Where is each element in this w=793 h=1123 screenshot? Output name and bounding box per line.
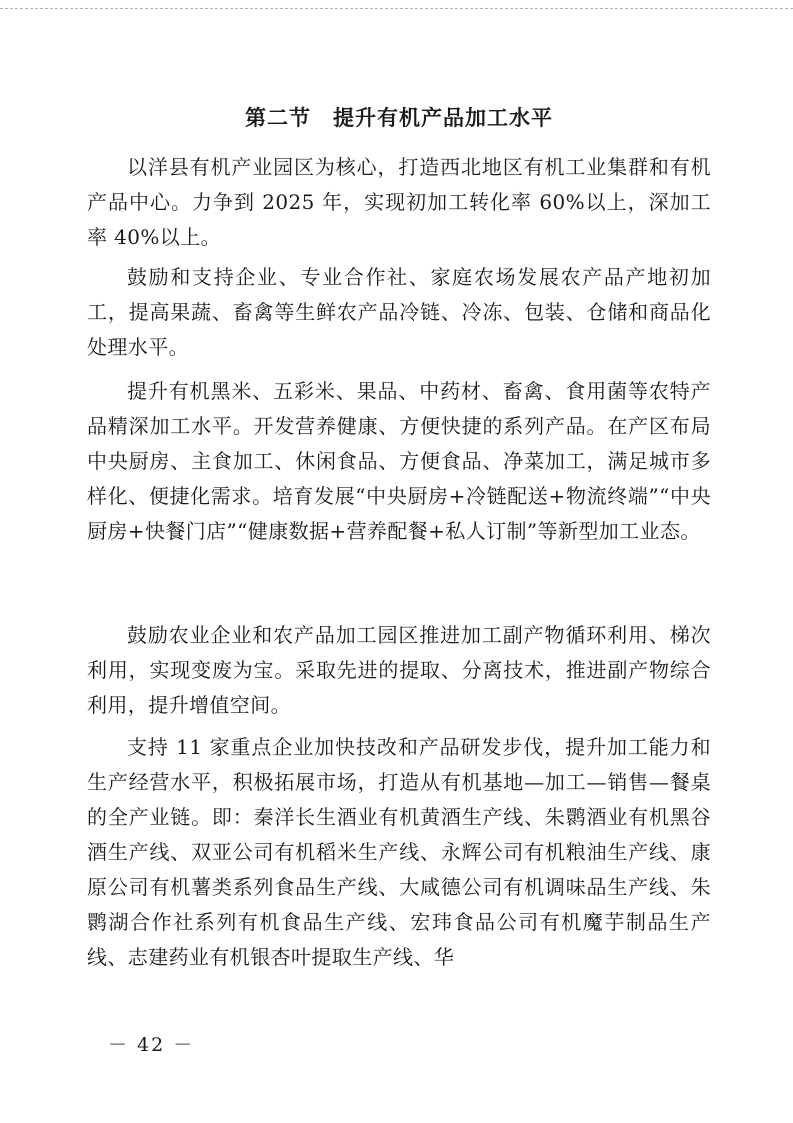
paragraph-deep-processing: 提升有机黑米、五彩米、果品、中药材、畜禽、食用菌等农特产品精深加工水平。开发营养健康、方便快捷的系列产品。在产区布局中央厨房、主食加工、休闲食品、方便食品、净菜加工，满足城市多样化、便捷化需求。培育发展“中央厨房+冷链配送+物流终端”“中央厨房+快餐门店”“健康数据+营养配餐+私人订制”等新型加工业态。	[87, 379, 711, 543]
paragraph-core-park: 以洋县有机产业园区为核心，打造西北地区有机工业集群和有机产品中心。力争到 2025 年，实现初加工转化率 60%以上，深加工率 40%以上。	[87, 155, 711, 249]
paragraph-initial-processing: 鼓励和支持企业、专业合作社、家庭农场发展农产品产地初加工，提高果蔬、畜禽等生鲜农产品冷链、冷冻、包装、仓储和商品化处理水平。	[87, 265, 711, 359]
section-title: 第二节 提升有机产品加工水平	[245, 105, 553, 130]
page-number: － 42 －	[108, 1034, 195, 1056]
paragraph-key-enterprises: 支持 11 家重点企业加快技改和产品研发步伐，提升加工能力和生产经营水平，积极拓展市场，打造从有机基地—加工—销售—餐桌的全产业链。即：秦洋长生酒业有机黄酒生产线、朱鹮酒业有机黑谷酒生产线、双亚公司有机稻米生产线、永辉公司有机粮油生产线、康原公司有机薯类系列食品生产线、大咸德公司有机调味品生产线、朱鹮湖合作社系列有机食品生产线、宏玮食品公司有机魔芋制品生产线、志建药业有机银杏叶提取生产线、华	[87, 735, 711, 969]
scan-edge-line	[0, 8, 793, 9]
paragraph-byproduct-recycling: 鼓励农业企业和农产品加工园区推进加工副产物循环利用、梯次利用，实现变废为宝。采取先进的提取、分离技术，推进副产物综合利用，提升增值空间。	[87, 623, 711, 717]
